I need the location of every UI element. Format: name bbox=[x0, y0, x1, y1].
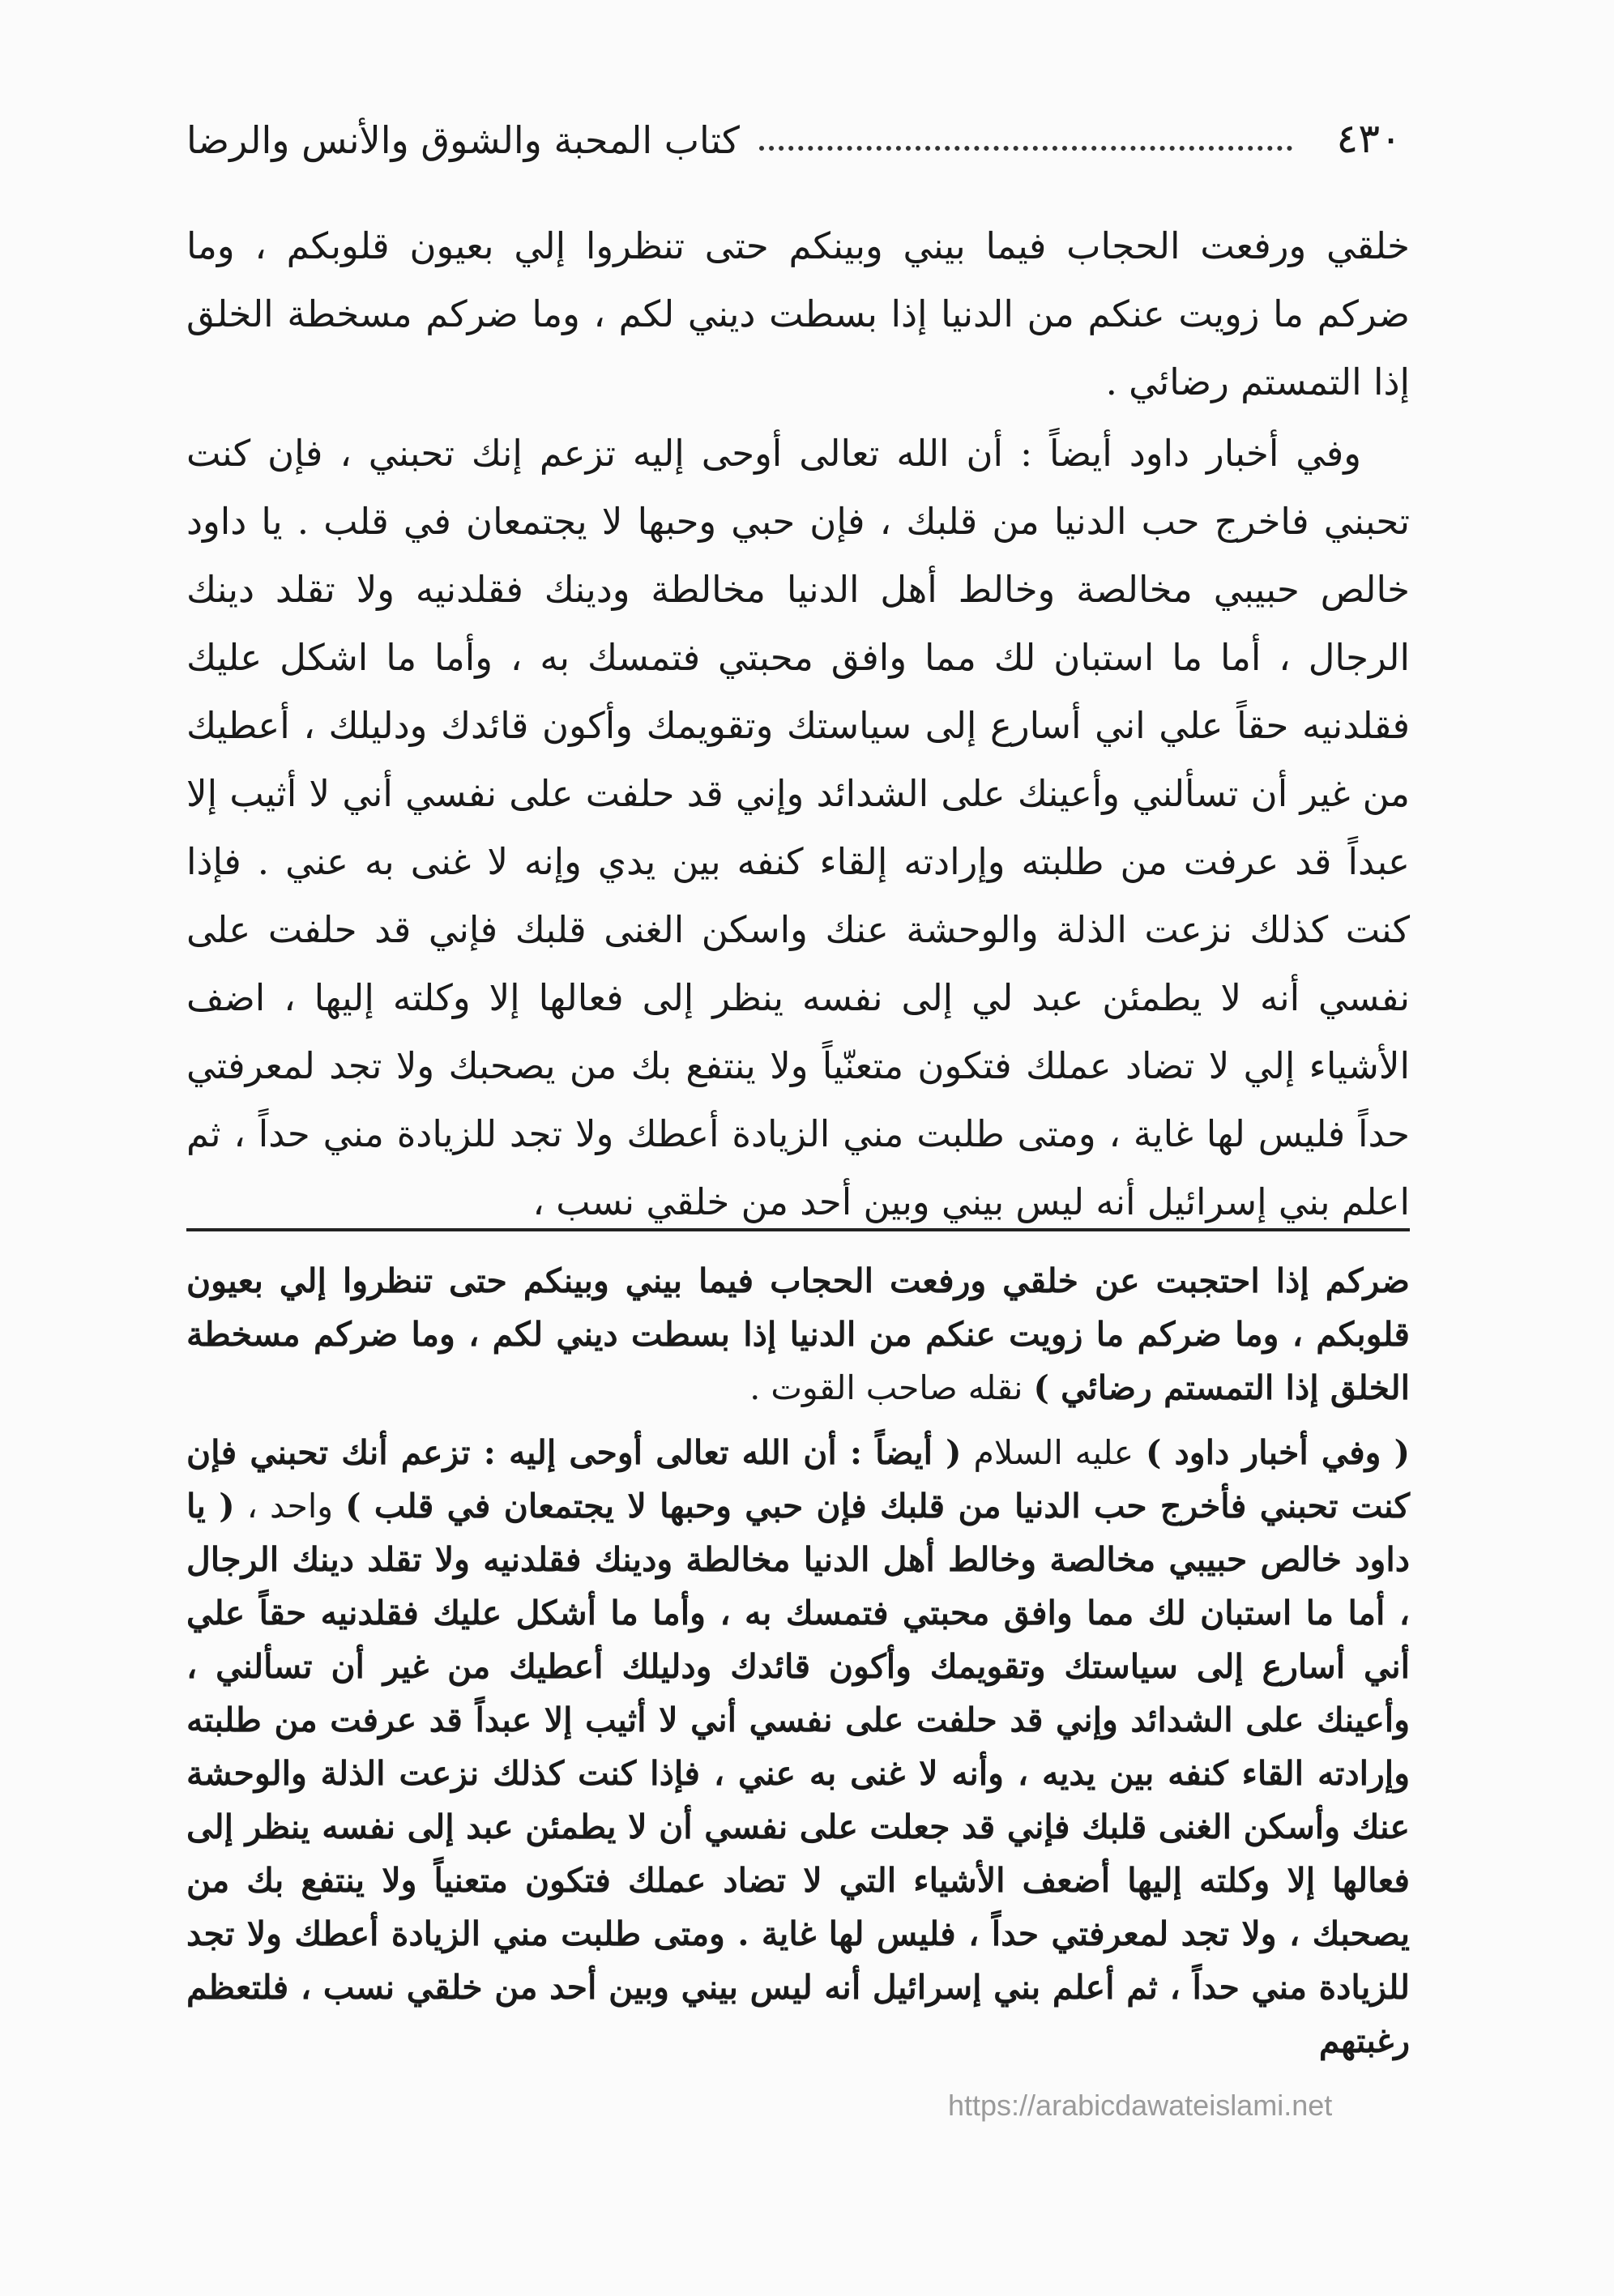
commentary-quote: ( أيضاً : أن الله تعالى أوحى إليه : تزعم أنك تحبني فإن كنت تحبني فأخرج حب الدنيا من قلبك فإن حبي وحبها لا يجتمعان في قلب ) bbox=[186, 1433, 1410, 1526]
running-title: كتاب المحبة والشوق والأنس والرضا bbox=[186, 118, 740, 162]
commentary-note: واحد ، bbox=[234, 1487, 346, 1526]
commentary-paragraph bbox=[186, 1426, 1410, 2068]
page-number: ٤٣٠ bbox=[1336, 115, 1402, 162]
commentary-quote: ضركم إذا احتجبت عن خلقي ورفعت الحجاب فيما بيني وبينكم حتى تنظروا إلي بعيون قلوبكم ، وما ضركم ما زويت عنكم من الدنيا إذا بسطت ديني لكم ، وما ضركم مسخطة الخلق إذا التمستم رضائي ) bbox=[186, 1261, 1410, 1407]
commentary-note: نقله صاحب القوت . bbox=[749, 1368, 1034, 1407]
commentary-quote: ( يا داود خالص حبيبي مخالصة وخالط أهل الدنيا مخالطة ودينك فقلدنيه ولا تقلد دينك الرجال ، أما ما استبان لك مما وافق محبتي فتمسك به ، وأما ما أشكل عليك فقلدنيه حقاً علي أني أسارع إلى سياستك وتقويمك وأكون قائدك ودليلك أعطيك من غير أن تسألني ، وأعينك على الشدائد وإني قد حلفت على نفسي أني لا أثيب إلا عبداً قد عرفت من طلبته وإرادته القاء كنفه بين يديه ، وأنه لا غنى به عني ، فإذا كنت كذلك نزعت الذلة والوحشة عنك وأسكن الغنى قلبك فإني قد جعلت على نفسي أن لا يطمئن عبد إلى نفسه ينظر إلى فعالها إلا وكلته إليها أضعف الأشياء التي لا تضاد عملك فتكون متعنياً ولا ينتفع بك من يصحبك ، ولا تجد لمعرفتي حداً ، فليس لها غاية . ومتى طلبت مني الزيادة أعطك ولا تجد للزيادة مني حداً ، ثم أعلم بني إسرائيل أنه ليس بيني وبين أحد من خلقي نسب ، فلتعظم رغبتهم bbox=[186, 1487, 1410, 2060]
watermark-url: https://arabicdawateislami.net bbox=[948, 2089, 1333, 2122]
main-paragraph: وفي أخبار داود أيضاً : أن الله تعالى أوحى إليه تزعم إنك تحبني ، فإن كنت تحبني فاخرج حب الدنيا من قلبك ، فإن حبي وحبها لا يجتمعان في قلب . يا داود خالص حبيبي مخالصة وخالط أهل الدنيا مخالطة ودينك فقلدنيه ولا تقلد دينك الرجال ، أما ما استبان لك مما وافق محبتي فتمسك به ، وأما ما اشكل عليك فقلدنيه حقاً علي اني أسارع إلى سياستك وتقويمك وأكون قائدك ودليلك ، أعطيك من غير أن تسألني وأعينك على الشدائد وإني قد حلفت على نفسي أني لا أثيب إلا عبداً قد عرفت من طلبته وإرادته إلقاء كنفه بين يدي وإنه لا غنى به عني . فإذا كنت كذلك نزعت الذلة والوحشة عنك واسكن الغنى قلبك فإني قد حلفت على نفسي أنه لا يطمئن عبد لي إلى نفسه ينظر إلى فعالها إلا وكلته إليها ، اضف الأشياء إلي لا تضاد عملك فتكون متعنّياً ولا ينتفع بك من يصحبك ولا تجد لمعرفتي حداً فليس لها غاية ، ومتى طلبت مني الزيادة أعطك ولا تجد للزيادة مني حداً ، ثم اعلم بني إسرائيل أنه ليس بيني وبين أحد من خلقي نسب ، bbox=[186, 432, 1410, 1223]
commentary-note: عليه السلام bbox=[961, 1433, 1146, 1472]
page-header bbox=[186, 89, 1402, 162]
footnote-separator-rule bbox=[186, 1228, 1410, 1231]
main-paragraph: خلقي ورفعت الحجاب فيما بيني وبينكم حتى تنظروا إلي بعيون قلوبكم ، وما ضركم ما زويت عنكم من الدنيا إذا بسطت ديني لكم ، وما ضركم مسخطة الخلق إذا التمستم رضائي . bbox=[186, 224, 1410, 403]
commentary-paragraph bbox=[186, 1254, 1410, 1415]
commentary-quote: ( وفي أخبار داود ) bbox=[1145, 1433, 1411, 1472]
commentary-text bbox=[186, 1254, 1410, 2079]
header-dotted-leader bbox=[759, 146, 1293, 151]
main-text bbox=[186, 212, 1410, 1240]
